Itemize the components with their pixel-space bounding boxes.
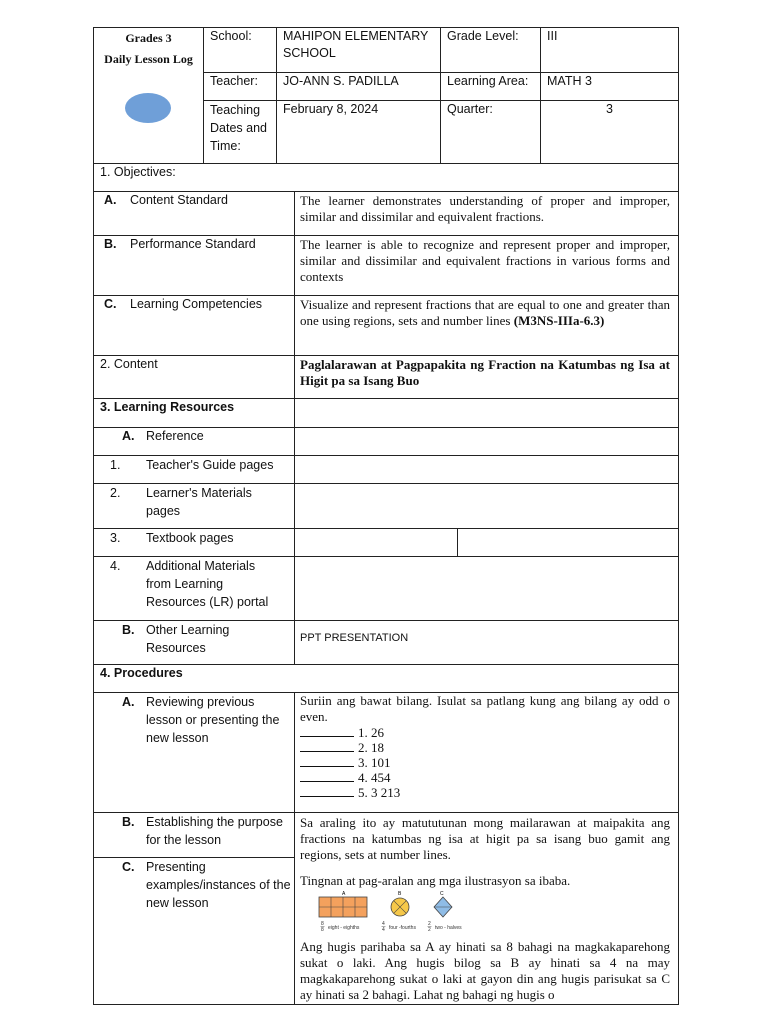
quarter-value: 3 — [606, 102, 613, 116]
diamond-halves-icon — [434, 897, 452, 917]
competencies-label: C. Learning Competencies — [104, 297, 263, 311]
fraction-b-numerator: 4 — [382, 921, 385, 927]
other-resources-value: PPT PRESENTATION — [300, 632, 409, 644]
performance-standard-label: B. Performance Standard — [104, 237, 256, 251]
grade-level-value: III — [547, 29, 558, 43]
teacher-label: Teacher: — [210, 74, 258, 88]
list-item: 4. 454 — [300, 770, 670, 785]
procedures-heading: 4. Procedures — [100, 666, 183, 680]
figure-label-c: C — [440, 891, 444, 897]
dates-label: Teaching Dates and Time: — [210, 103, 267, 153]
performance-standard-text: The learner is able to recognize and represent proper and improper, similar and dissimilar and equivalent fractions in various forms and contexts — [300, 237, 670, 284]
fraction-a-words: eight - eighths — [328, 925, 360, 931]
presenting-intro: Tingnan at pag-aralan ang mga ilustrasyon sa ibaba. — [300, 873, 571, 888]
competency-code: (M3NS-IIIa-6.3) — [513, 313, 605, 328]
learning-area-label: Learning Area: — [447, 74, 529, 88]
figure-label-a: A — [342, 891, 346, 897]
quarter-label: Quarter: — [447, 102, 493, 116]
list-item: 3. 101 — [300, 755, 670, 770]
dates-value: February 8, 2024 — [283, 102, 379, 116]
list-item: 5. 3 213 — [300, 785, 670, 800]
rectangle-eighths-icon — [319, 897, 367, 917]
purpose-text: Sa araling ito ay matututunan mong mailarawan at maipakita ang fractions na katumbas ng isa at higit pa sa isang buo gamit ang regions, sets at number lines. — [300, 815, 670, 862]
content-standard-label: A. Content Standard — [104, 193, 228, 207]
fraction-a-denominator: 8 — [321, 927, 324, 933]
fraction-a-numerator: 8 — [321, 921, 324, 927]
presenting-explanation: Ang hugis parihaba sa A ay hinati sa 8 bahagi na magkakaparehong sukat o laki. Ang hugis bilog sa B ay hinati sa 4 na may magkakaparehong sukat o laki at gayon din ang hugis parisukat sa C ay hinati sa 2 bahagi. Lahat ng bahagi ng hugis o — [300, 939, 670, 1002]
log-title: Daily Lesson Log — [104, 52, 193, 66]
learning-area-value: MATH 3 — [547, 74, 592, 88]
review-list — [300, 725, 670, 800]
fraction-c-numerator: 2 — [428, 921, 431, 927]
review-content — [300, 693, 670, 800]
content-label: 2. Content — [100, 357, 158, 371]
objectives-heading: 1. Objectives: — [100, 165, 176, 179]
review-instruction: Suriin ang bawat bilang. Isulat sa patlang kung ang bilang ay odd o even. — [300, 693, 670, 724]
fraction-illustration — [312, 889, 482, 935]
competencies-text: Visualize and represent fractions that are equal to one and greater than one using regions, sets and number lines (M3NS-IIIa-6.3) — [300, 297, 670, 328]
grades-title: Grades 3 — [125, 31, 172, 45]
list-item: 1. 26 — [300, 725, 670, 740]
circle-fourths-icon — [391, 898, 409, 916]
resources-heading: 3. Learning Resources — [100, 400, 235, 414]
content-standard-text: The learner demonstrates understanding of proper and improper, similar and dissimilar and equivalent fractions. — [300, 193, 670, 224]
fraction-c-denominator: 2 — [428, 927, 431, 933]
fraction-b-denominator: 4 — [382, 927, 385, 933]
lesson-log-page: Grades 3 Daily Lesson Log School: MAHIPON ELEMENTARY SCHOOL Grade Level: III Teacher: JO-ANN S. PADILLA Learning Area: MATH 3 Teaching Dates and Time: February 8, 2024 Quarter: 3 1. Objectives: A. Content Standard The learner demonstrates understanding of proper and improper, similar and dissimilar and equivalent fractions. B. Performance Standard The learner is able to recognize and represent proper and improper, similar and dissimilar and equivalent fractions in various forms and contexts C. Learning Competencies Visualize and represent fractions that are equal to one and greater than one using regions, sets and number lines (M3NS-IIIa-6.3) 2. Content Paglalarawan at Pagpapakita ng Fraction na Katumbas ng Isa at Higit pa sa Isang Buo 3. Learning Resources A. Reference 1. Teacher's Guide pages 2. Learner's Materials pages 3. Textbook pages 4. Additional Materials from Learning Resources (LR) portal B. Other Learning Resources PPT PRESENTATION 4. Procedures A. Reviewing previous lesson or presenting the new lesson Suriin ang bawat bilang. Isulat sa patlang kung ang bilang ay odd o even. 1. 26 2. 18 3. 101 4. 454 5. 3 213 B. Establishing the purpose for the lesson Sa araling ito ay matututunan mong mailarawan at maipakita ang fractions na katumbas ng isa at higit pa sa isang buo gamit ang regions, sets at number lines. C. Presenting examples/instances of the new lesson Tingnan at pag-aralan ang mga ilustrasyon sa ibaba. A B C 8 8 eight - eighths 4 4 four -fourths 2 2 two - halves Ang hugis parihaba sa A ay hinati sa 8 bahagi na magkakaparehong sukat o laki. Ang hugis bilog sa B ay hinati sa 4 na may magkakaparehong sukat o laki at gayon din ang hugis parisukat sa C ay hinati sa 2 bahagi. Lahat ng bahagi ng hugis o — [0, 0, 768, 1024]
deped-logo-icon — [125, 93, 171, 123]
list-item: 2. 18 — [300, 740, 670, 755]
school-value: MAHIPON ELEMENTARY SCHOOL — [283, 29, 429, 60]
figure-label-b: B — [398, 891, 402, 897]
grade-level-label: Grade Level: — [447, 29, 519, 43]
fraction-c-words: two - halves — [435, 925, 462, 931]
reference-label: A. Reference — [122, 429, 204, 443]
school-label: School: — [210, 29, 252, 43]
teacher-value: JO-ANN S. PADILLA — [283, 74, 399, 88]
content-text: Paglalarawan at Pagpapakita ng Fraction na Katumbas ng Isa at Higit pa sa Isang Buo — [300, 357, 670, 388]
fraction-b-words: four -fourths — [389, 925, 416, 931]
